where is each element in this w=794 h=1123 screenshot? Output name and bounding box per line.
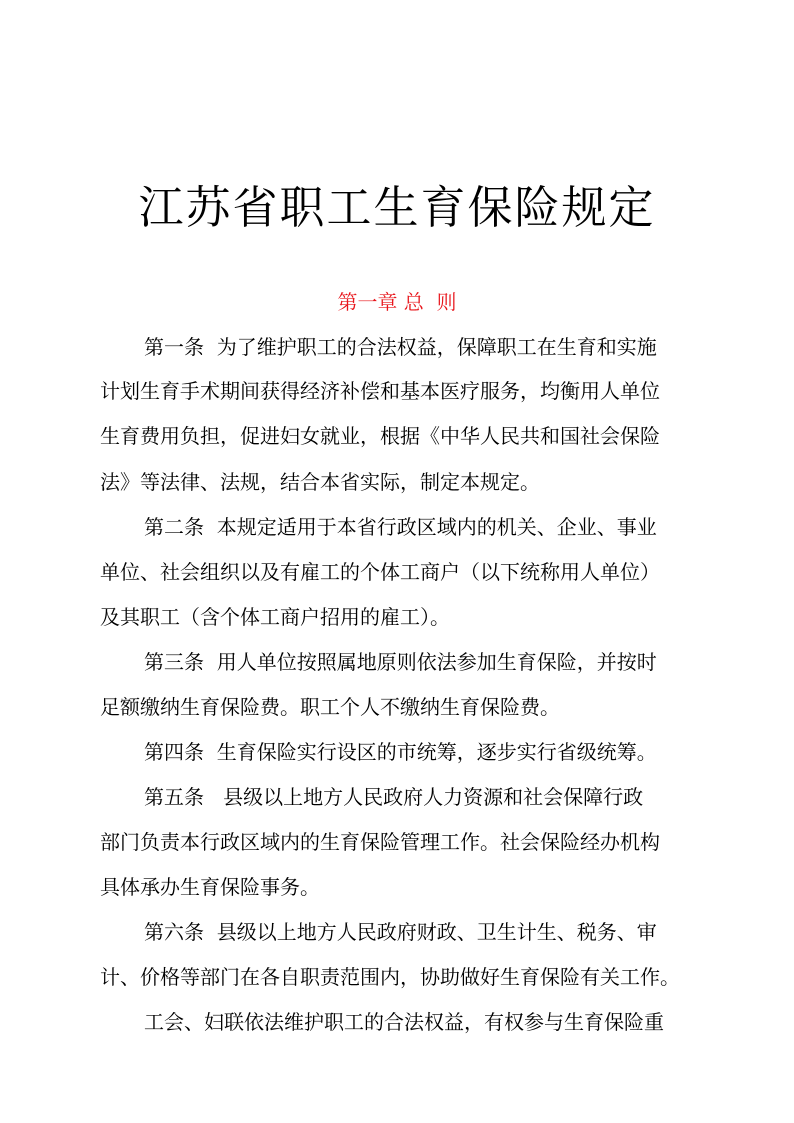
article-1-line-3: 生育费用负担，促进妇女就业，根据《中华人民共和国社会保险 — [100, 424, 660, 448]
article-body — [100, 0, 700, 1123]
article-2-line-2: 单位、社会组织以及有雇工的个体工商户（以下统称用人单位） — [100, 560, 660, 584]
document-title: 江苏省职工生育保险规定 — [138, 181, 656, 234]
article-5-line-1: 第五条 县级以上地方人民政府人力资源和社会保障行政 — [144, 785, 644, 809]
article-4-line-1: 第四条 生育保险实行设区的市统筹，逐步实行省级统筹。 — [144, 740, 657, 764]
chapter-heading: 第一章 总 则 — [337, 290, 457, 314]
article-1-line-4: 法》等法律、法规，结合本省实际，制定本规定。 — [100, 470, 540, 494]
article-3-line-1: 第三条 用人单位按照属地原则依法参加生育保险，并按时 — [144, 650, 657, 674]
article-6-line-2: 计、价格等部门在各自职责范围内，协助做好生育保险有关工作。 — [100, 965, 680, 989]
article-5-line-2: 部门负责本行政区域内的生育保险管理工作。社会保险经办机构 — [100, 830, 660, 854]
article-1-line-2: 计划生育手术期间获得经济补偿和基本医疗服务，均衡用人单位 — [100, 379, 660, 403]
article-6-line-3: 工会、妇联依法维护职工的合法权益，有权参与生育保险重 — [144, 1010, 664, 1034]
article-2-line-1: 第二条 本规定适用于本省行政区域内的机关、企业、事业 — [144, 515, 657, 539]
article-5-line-3: 具体承办生育保险事务。 — [100, 875, 320, 899]
article-2-line-3: 及其职工（含个体工商户招用的雇工）。 — [100, 605, 450, 629]
article-6-line-1: 第六条 县级以上地方人民政府财政、卫生计生、税务、审 — [144, 920, 657, 944]
article-1-line-1: 第一条 为了维护职工的合法权益，保障职工在生育和实施 — [144, 335, 657, 359]
article-3-line-2: 足额缴纳生育保险费。职工个人不缴纳生育保险费。 — [100, 695, 560, 719]
